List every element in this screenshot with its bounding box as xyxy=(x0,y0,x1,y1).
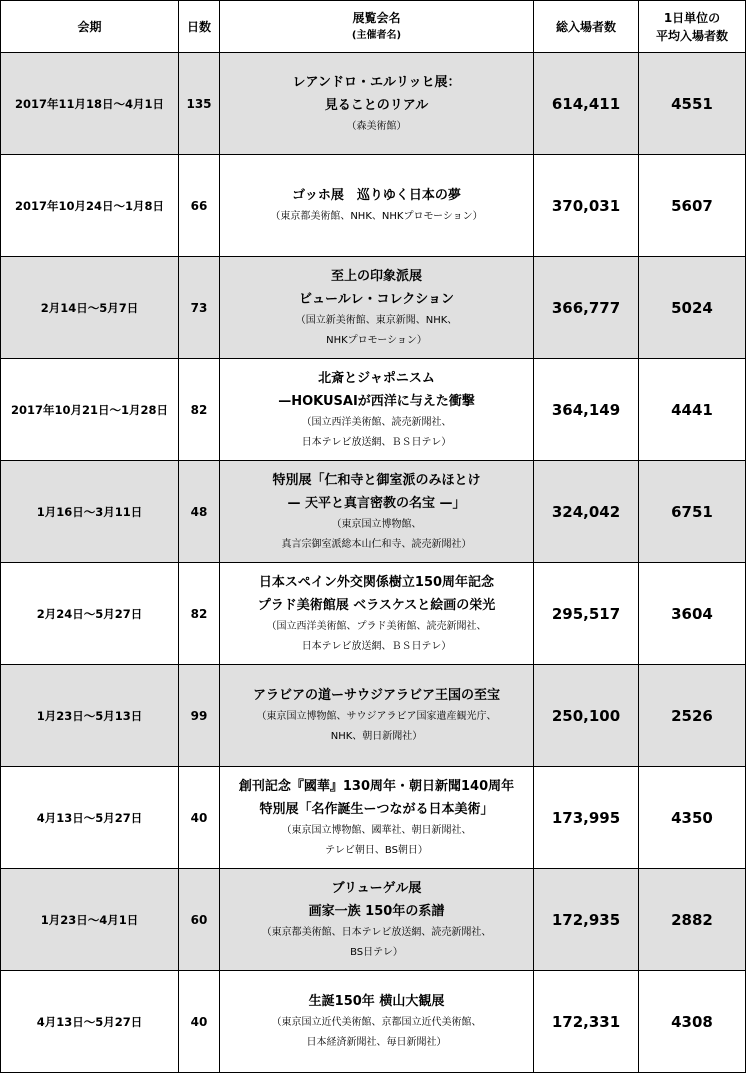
header-row xyxy=(1,1,746,53)
table-row xyxy=(1,971,746,1073)
header-organizer: (主催者名) xyxy=(351,29,402,41)
exhibition-name-cell xyxy=(220,359,534,461)
header-period: 会期 xyxy=(1,1,179,53)
exhibition-name-cell xyxy=(220,53,534,155)
days-cell: 40 xyxy=(179,971,220,1073)
period-cell: 2月14日〜5月7日 xyxy=(1,257,179,359)
organizer-line1: （国立西洋美術館、読売新聞社、 xyxy=(301,416,452,428)
organizer-line2: NHK、朝日新聞社） xyxy=(330,731,423,742)
table-row xyxy=(1,155,746,257)
exhibition-title-line1: 北斎とジャポニスム xyxy=(318,370,435,386)
total-visitors-cell: 370,031 xyxy=(534,155,639,257)
exhibition-title-line1: ゴッホ展 巡りゆく日本の夢 xyxy=(292,188,461,203)
exhibition-title-line1: 創刊記念『國華』130周年・朝日新聞140周年 xyxy=(238,778,515,794)
days-cell: 99 xyxy=(179,665,220,767)
organizer-line2: 日本経済新聞社、毎日新聞社） xyxy=(306,1037,447,1048)
days-cell: 48 xyxy=(179,461,220,563)
exhibition-name-cell xyxy=(220,869,534,971)
period-cell: 2017年10月24日〜1月8日 xyxy=(1,155,179,257)
organizer-line2: 日本テレビ放送網、ＢＳ日テレ） xyxy=(301,436,452,448)
days-cell: 40 xyxy=(179,767,220,869)
days-cell: 135 xyxy=(179,53,220,155)
exhibition-name-cell xyxy=(220,461,534,563)
header-avg-line2: 平均入場者数 xyxy=(655,28,728,43)
organizer-line1: （東京国立近代美術館、京都国立近代美術館、 xyxy=(271,1017,482,1028)
table-row xyxy=(1,869,746,971)
exhibition-title-line2: 特別展「名作誕生ーつながる日本美術」 xyxy=(259,801,494,817)
exhibition-title-line2: 見ることのリアル xyxy=(324,97,429,113)
organizer-line1: （東京国立博物館、國華社、朝日新聞社、 xyxy=(281,824,472,836)
exhibition-name-cell xyxy=(220,767,534,869)
exhibition-title-line1: レアンドロ・エルリッヒ展： xyxy=(292,74,461,90)
table-row xyxy=(1,665,746,767)
days-cell: 73 xyxy=(179,257,220,359)
organizer-line1: （東京国立博物館、サウジアラビア国家遺産観光庁、 xyxy=(256,711,497,722)
period-cell: 4月13日〜5月27日 xyxy=(1,971,179,1073)
exhibition-name-cell xyxy=(220,665,534,767)
total-visitors-cell: 250,100 xyxy=(534,665,639,767)
daily-average-cell: 5024 xyxy=(639,257,746,359)
header-name-main: 展覧会名 xyxy=(352,10,401,25)
total-visitors-cell: 172,331 xyxy=(534,971,639,1073)
exhibition-title-line1: 生誕150年 横山大観展 xyxy=(308,994,445,1009)
exhibition-title-line1: ブリューゲル展 xyxy=(331,880,422,896)
daily-average-cell: 3604 xyxy=(639,563,746,665)
daily-average-cell: 4441 xyxy=(639,359,746,461)
total-visitors-cell: 366,777 xyxy=(534,257,639,359)
days-cell: 66 xyxy=(179,155,220,257)
organizer-line1: （森美術館） xyxy=(346,120,407,132)
period-cell: 2017年11月18日〜4月1日 xyxy=(1,53,179,155)
exhibition-name-cell xyxy=(220,563,534,665)
days-cell: 82 xyxy=(179,359,220,461)
daily-average-cell: 4551 xyxy=(639,53,746,155)
period-cell: 1月23日〜4月1日 xyxy=(1,869,179,971)
period-cell: 4月13日〜5月27日 xyxy=(1,767,179,869)
period-cell: 1月23日〜5月13日 xyxy=(1,665,179,767)
organizer-line1: （国立新美術館、東京新聞、NHK、 xyxy=(295,314,458,326)
exhibition-title-line2: —HOKUSAIが西洋に与えた衝撃 xyxy=(278,393,475,409)
header-days: 日数 xyxy=(179,1,220,53)
exhibition-name-cell xyxy=(220,971,534,1073)
header-avg xyxy=(639,1,746,53)
total-visitors-cell: 324,042 xyxy=(534,461,639,563)
organizer-line2: 日本テレビ放送網、ＢＳ日テレ） xyxy=(301,640,452,652)
daily-average-cell: 4350 xyxy=(639,767,746,869)
header-avg-line1: 1日単位の xyxy=(663,10,721,25)
daily-average-cell: 2882 xyxy=(639,869,746,971)
daily-average-cell: 2526 xyxy=(639,665,746,767)
header-name xyxy=(220,1,534,53)
total-visitors-cell: 173,995 xyxy=(534,767,639,869)
header-total: 総入場者数 xyxy=(534,1,639,53)
total-visitors-cell: 614,411 xyxy=(534,53,639,155)
organizer-line1: （国立西洋美術館、プラド美術館、読売新聞社、 xyxy=(266,620,487,632)
total-visitors-cell: 295,517 xyxy=(534,563,639,665)
exhibition-title-line1: 日本スペイン外交関係樹立150周年記念 xyxy=(258,574,495,590)
exhibition-title-line2: ビュールレ・コレクション xyxy=(299,291,454,307)
daily-average-cell: 6751 xyxy=(639,461,746,563)
organizer-line2: テレビ朝日、BS朝日） xyxy=(325,844,428,856)
organizer-line1: （東京都美術館、日本テレビ放送網、読売新聞社、 xyxy=(261,926,492,938)
organizer-line2: NHKプロモーション） xyxy=(326,334,427,346)
days-cell: 82 xyxy=(179,563,220,665)
days-cell: 60 xyxy=(179,869,220,971)
exhibition-title-line1: 特別展「仁和寺と御室派のみほとけ xyxy=(272,472,481,488)
organizer-line1: （東京都美術館、NHK、NHKプロモーション） xyxy=(270,211,483,222)
period-cell: 2017年10月21日〜1月28日 xyxy=(1,359,179,461)
exhibition-title-line2: — 天平と真言密教の名宝 —」 xyxy=(287,495,466,511)
period-cell: 1月16日〜3月11日 xyxy=(1,461,179,563)
exhibition-name-cell xyxy=(220,257,534,359)
organizer-line2: 真言宗御室派総本山仁和寺、読売新聞社） xyxy=(281,538,472,550)
exhibition-title-line1: アラビアの道ーサウジアラビア王国の至宝 xyxy=(252,688,500,703)
exhibition-title-line2: 画家一族 150年の系譜 xyxy=(308,903,445,919)
exhibition-title-line1: 至上の印象派展 xyxy=(330,268,422,284)
exhibition-title-line2: プラド美術館展 ベラスケスと絵画の栄光 xyxy=(257,597,496,613)
organizer-line2: BS日テレ） xyxy=(350,946,403,958)
total-visitors-cell: 364,149 xyxy=(534,359,639,461)
daily-average-cell: 4308 xyxy=(639,971,746,1073)
table-row xyxy=(1,563,746,665)
table-row xyxy=(1,53,746,155)
table-row xyxy=(1,461,746,563)
total-visitors-cell: 172,935 xyxy=(534,869,639,971)
table-row xyxy=(1,257,746,359)
exhibition-name-cell xyxy=(220,155,534,257)
table-row xyxy=(1,359,746,461)
organizer-line1: （東京国立博物館、 xyxy=(331,518,422,530)
daily-average-cell: 5607 xyxy=(639,155,746,257)
period-cell: 2月24日〜5月27日 xyxy=(1,563,179,665)
table-row xyxy=(1,767,746,869)
